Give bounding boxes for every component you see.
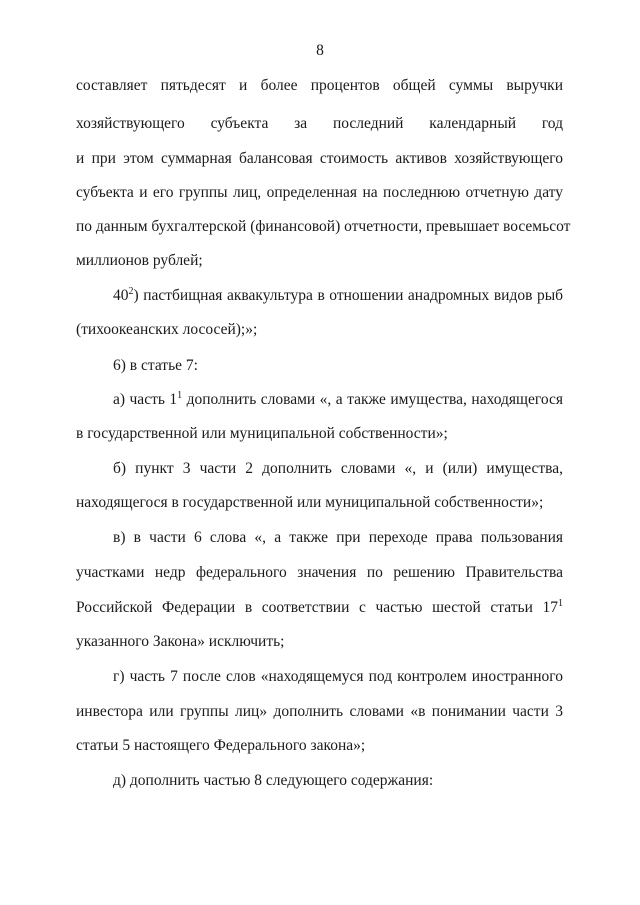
text-line: составляет пятьдесят и более процентов общей суммы выручки <box>76 77 563 94</box>
text-line <box>113 286 563 306</box>
superscript: 2 <box>128 286 134 297</box>
text-line: г) часть 7 после слов «находящемуся под контролем иностранного <box>113 668 563 685</box>
text-fragment: ) пастбищная аквакультура в отношении анадромных видов рыб <box>133 287 563 304</box>
text-line: находящегося в государственной или муниципальной собственности»; <box>76 494 544 511</box>
text-line: инвестора или группы лиц» дополнить словами «в понимании части 3 <box>76 703 563 720</box>
text-fragment: 40 <box>113 287 129 304</box>
text-fragment: Российской Федерации в соответствии с частью шестой статьи 17 <box>76 599 558 616</box>
text-fragment: дополнить словами «, а также имущества, находящегося <box>182 391 563 408</box>
superscript: 1 <box>177 390 183 401</box>
text-line: субъекта и его группы лиц, определенная на последнюю отчетную дату <box>76 184 563 201</box>
text-fragment: а) часть 1 <box>113 391 178 408</box>
text-line: б) пункт 3 части 2 дополнить словами «, и (или) имущества, <box>113 460 563 477</box>
text-line: в государственной или муниципальной собственности»; <box>76 425 448 442</box>
text-line <box>113 390 563 410</box>
text-line: в) в части 6 слова «, а также при переходе права пользования <box>113 529 563 546</box>
text-line: и при этом суммарная балансовая стоимость активов хозяйствующего <box>76 150 563 167</box>
text-line: статьи 5 настоящего Федерального закона»; <box>76 737 366 754</box>
text-line: миллионов рублей; <box>76 252 203 269</box>
text-line: (тихоокеанских лососей);»; <box>76 321 258 338</box>
text-line: участками недр федерального значения по решению Правительства <box>76 564 563 581</box>
superscript: 1 <box>558 598 563 609</box>
text-line: 6) в статье 7: <box>113 357 198 374</box>
text-line: хозяйствующего субъекта за последний календарный год <box>76 115 563 132</box>
text-line: д) дополнить частью 8 следующего содержания: <box>113 772 434 789</box>
page-number: 8 <box>316 42 324 59</box>
text-line: по данным бухгалтерской (финансовой) отчетности, превышает восемьсот <box>76 218 571 235</box>
text-line <box>76 598 563 618</box>
text-line: указанного Закона» исключить; <box>76 633 285 650</box>
